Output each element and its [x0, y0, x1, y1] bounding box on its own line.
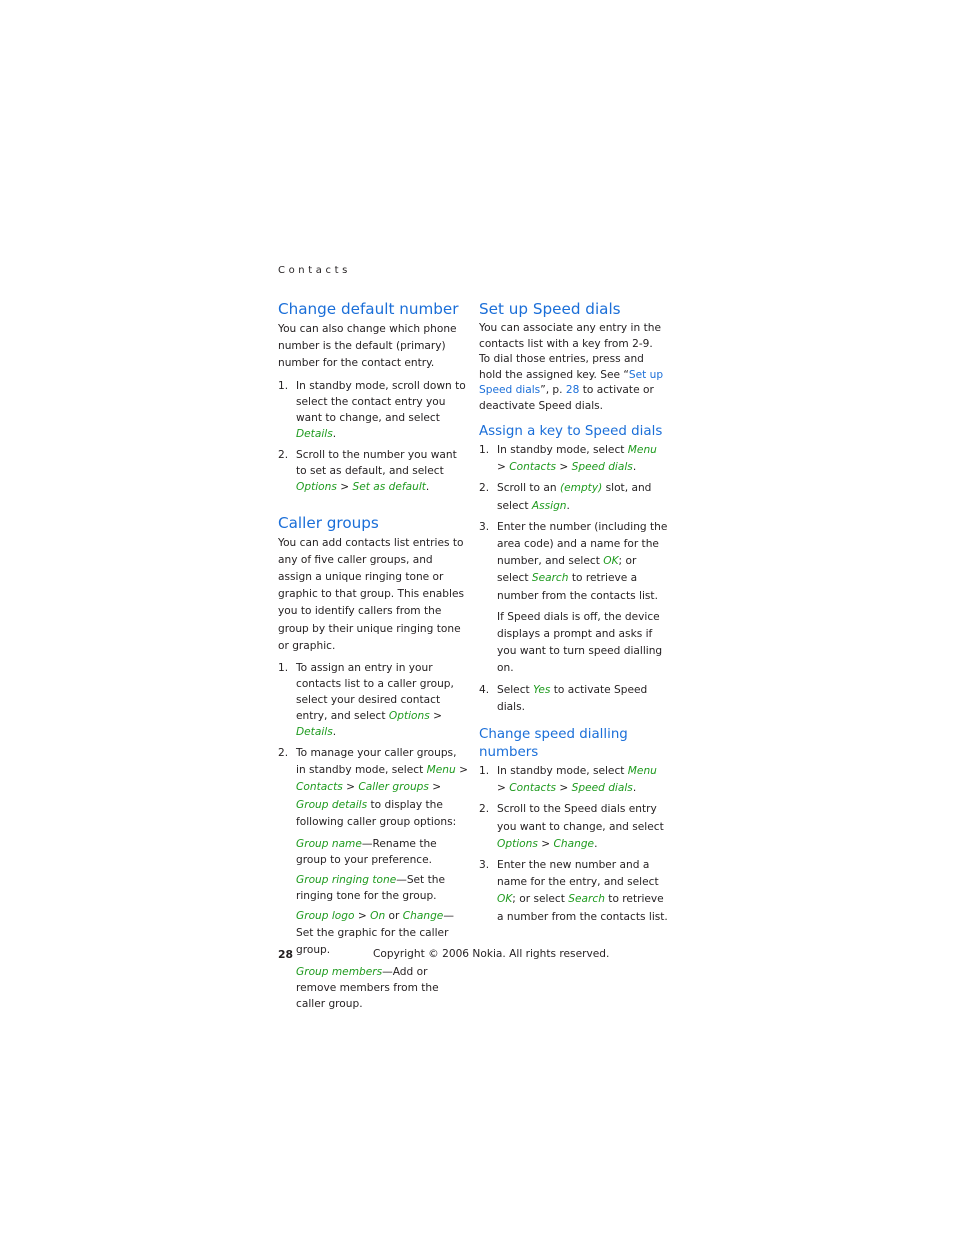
menu-term: Contacts — [509, 782, 556, 795]
menu-term: Group ringing tone — [296, 874, 397, 887]
heading-assign-key: Assign a key to Speed dials — [479, 424, 663, 439]
list-item: 3. Enter the number (including the area code) and a name for the number, and select OK; or select Search to retrieve a number from the contacts list. — [479, 520, 668, 602]
menu-term: Set as default — [352, 480, 426, 493]
list-item: 2. Scroll to the Speed dials entry you want to change, and select Options > Change. — [479, 803, 664, 850]
list-item: 1. In standby mode, select Menu > Contacts > Speed dials. — [479, 765, 657, 795]
copyright-notice: Copyright © 2006 Nokia. All rights reserved. — [373, 948, 610, 960]
menu-term: Details — [296, 726, 333, 739]
menu-term: Yes — [533, 683, 551, 696]
option-group-name: Group name—Rename the group to your preference. — [296, 838, 437, 867]
list-item: 2. Scroll to the number you want to set as default, and select Options > Set as default. — [278, 448, 457, 493]
menu-term: Group name — [296, 838, 362, 851]
page-reference-link[interactable]: 28 — [565, 384, 580, 396]
assign-key-steps — [479, 442, 669, 605]
option-group-members: Group members—Add or remove members from the caller group. — [296, 965, 439, 1010]
running-header: Contacts — [278, 265, 351, 276]
menu-term: Caller groups — [358, 781, 429, 794]
list-item: 1. In standby mode, select Menu > Contacts > Speed dials. — [479, 444, 657, 474]
menu-term: Change — [553, 837, 595, 850]
speed-dials-off-note: If Speed dials is off, the device displays a prompt and asks if you want to turn speed dialling on. — [497, 610, 663, 675]
menu-term: (empty) — [559, 482, 603, 495]
menu-term: Change — [402, 910, 444, 923]
heading-caller-groups: Caller groups — [278, 513, 379, 532]
menu-term: Options — [388, 710, 430, 723]
menu-term: Contacts — [296, 781, 343, 794]
menu-term: Group details — [296, 798, 368, 811]
list-item: 1. To assign an entry in your contacts list to a caller group, select your desired contact entry, and select Options > Details. — [278, 662, 454, 739]
option-group-logo: Group logo > On or Change—Set the graphic for the caller group. — [296, 910, 454, 957]
change-default-intro: You can also change which phone number is the default (primary) number for the contact entry. — [278, 323, 457, 370]
option-group-ringing-tone: Group ringing tone—Set the ringing tone for the group. — [296, 874, 445, 903]
speed-dials-intro-2: To dial those entries, press and hold the assigned key. See “Set up Speed dials”, p. 28 to activate or deactivate Speed dials. — [479, 353, 664, 412]
left-column — [278, 300, 468, 1012]
cross-reference-link[interactable]: Set up Speed dials — [479, 368, 664, 396]
heading-set-up-speed-dials: Set up Speed dials — [479, 300, 621, 318]
menu-term: Speed dials — [571, 782, 633, 795]
menu-term: OK — [603, 555, 619, 568]
menu-term: On — [370, 910, 386, 923]
menu-term: Menu — [627, 765, 657, 778]
menu-term: Search — [568, 893, 605, 906]
change-speed-steps — [479, 763, 669, 926]
right-column — [479, 300, 669, 926]
menu-term: Search — [531, 572, 569, 585]
menu-term: Group members — [296, 965, 383, 978]
menu-term: Speed dials — [571, 461, 633, 474]
menu-term: Group logo — [296, 910, 355, 923]
change-default-steps — [278, 378, 468, 495]
caller-groups-steps — [278, 660, 468, 831]
page-number: 28 — [278, 948, 294, 961]
list-item: 4. Select Yes to activate Speed dials. — [479, 683, 648, 713]
list-item: 2. Scroll to an (empty) slot, and select Assign. — [479, 482, 652, 512]
caller-groups-intro: You can add contacts list entries to any of five caller groups, and assign a unique ringing tone or graphic to that group. This enables you to identify callers from the group by their unique ringing tone or graphic. — [278, 536, 464, 652]
menu-term: Contacts — [509, 461, 556, 474]
speed-dials-intro: You can associate any entry in the contacts list with a key from 2-9. — [479, 322, 661, 350]
list-item: 2. To manage your caller groups, in standby mode, select Menu > Contacts > Caller groups > Group details to display the following caller group options: — [278, 747, 468, 828]
menu-term: Options — [497, 837, 538, 850]
menu-term: Menu — [627, 444, 657, 456]
menu-term: Details — [296, 427, 333, 440]
assign-key-steps-continued — [479, 682, 669, 716]
list-item: 3. Enter the new number and a name for the entry, and select OK; or select Search to retrieve a number from the contacts list. — [479, 859, 668, 923]
menu-term: OK — [497, 893, 513, 906]
heading-change-default-number: Change default number — [278, 300, 459, 318]
menu-term: Options — [296, 480, 337, 493]
list-item: 1. In standby mode, scroll down to select the contact entry you want to change, and select Details. — [278, 379, 466, 440]
menu-term: Assign — [531, 499, 567, 512]
menu-term: Menu — [426, 764, 456, 777]
heading-change-speed-dialling: Change speed dialling numbers — [479, 727, 628, 761]
